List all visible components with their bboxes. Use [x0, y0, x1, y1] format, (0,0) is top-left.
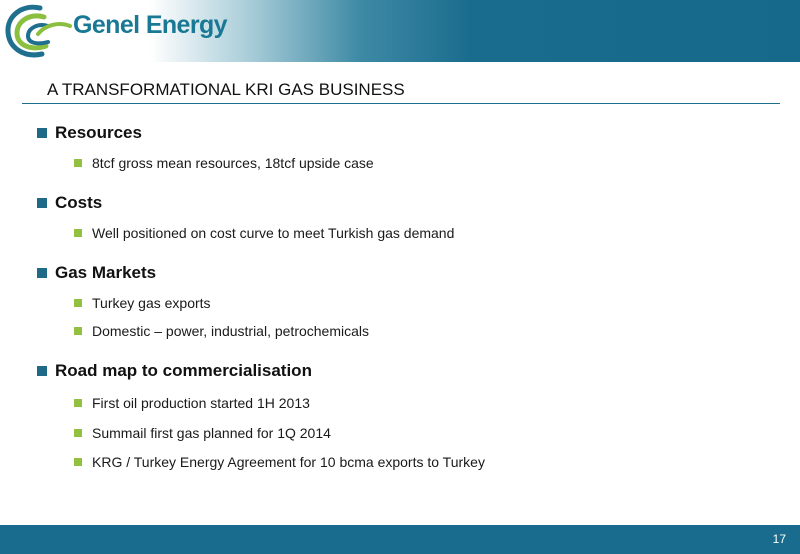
- bullet-item: [74, 225, 454, 241]
- square-bullet-icon: [74, 458, 82, 466]
- square-bullet-icon: [74, 327, 82, 335]
- section-heading-text: Costs: [55, 193, 103, 212]
- bullet-item-text: First oil production started 1H 2013: [92, 395, 310, 411]
- section-heading: [37, 263, 156, 283]
- square-bullet-icon: [74, 399, 82, 407]
- page-number: 17: [772, 532, 786, 546]
- square-bullet-icon: [74, 229, 82, 237]
- bullet-item: [74, 155, 374, 171]
- square-bullet-icon: [37, 198, 47, 208]
- square-bullet-icon: [74, 159, 82, 167]
- bullet-item: [74, 395, 310, 411]
- bullet-item: [74, 454, 485, 470]
- square-bullet-icon: [37, 268, 47, 278]
- bullet-item: [74, 323, 369, 339]
- bullet-item-text: 8tcf gross mean resources, 18tcf upside case: [92, 155, 374, 171]
- section-heading: [37, 361, 312, 381]
- square-bullet-icon: [37, 366, 47, 376]
- bullet-item-text: Turkey gas exports: [92, 295, 211, 311]
- section-heading: [37, 193, 102, 213]
- section-heading-text: Resources: [55, 123, 142, 142]
- bullet-item-text: Summail first gas planned for 1Q 2014: [92, 425, 331, 441]
- square-bullet-icon: [74, 299, 82, 307]
- bullet-item: [74, 425, 331, 441]
- bullet-item-text: Well positioned on cost curve to meet Turkish gas demand: [92, 225, 455, 241]
- square-bullet-icon: [37, 128, 47, 138]
- section-heading-text: Road map to commercialisation: [55, 361, 312, 380]
- slide-title: A TRANSFORMATIONAL KRI GAS BUSINESS: [47, 80, 405, 99]
- bullet-item: [74, 295, 211, 311]
- section-heading-text: Gas Markets: [55, 263, 157, 282]
- footer-band: [0, 525, 800, 554]
- section-heading: [37, 123, 142, 143]
- bullet-item-text: Domestic – power, industrial, petrochemicals: [92, 323, 370, 339]
- square-bullet-icon: [74, 429, 82, 437]
- bullet-item-text: KRG / Turkey Energy Agreement for 10 bcma exports to Turkey: [92, 454, 485, 470]
- logo-wordmark: Genel Energy: [73, 11, 227, 39]
